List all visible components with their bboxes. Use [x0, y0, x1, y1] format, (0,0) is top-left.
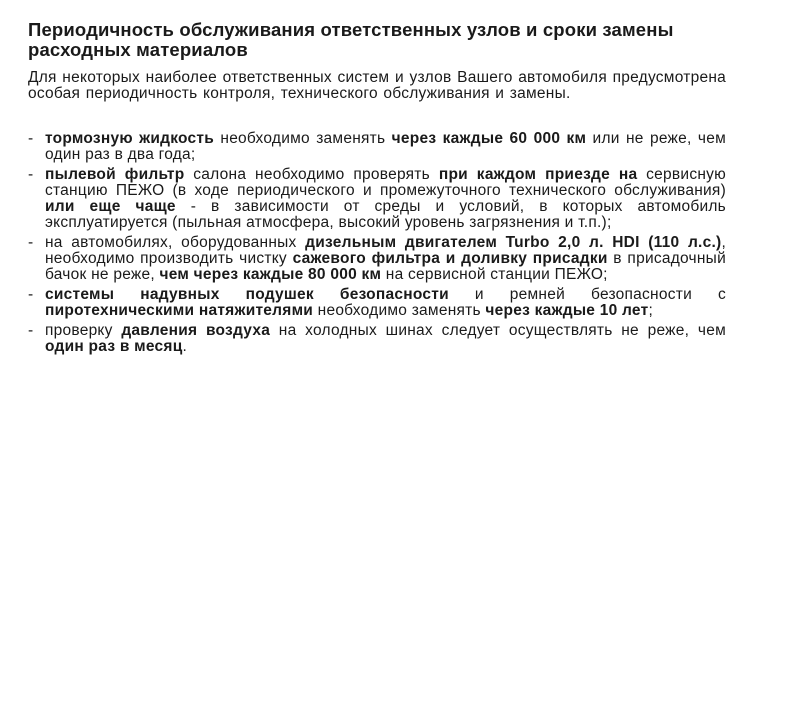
item-text: или не реже, чем один раз в два года;	[45, 130, 727, 163]
document-page	[28, 20, 726, 359]
item-text: необходимо заменять	[214, 130, 392, 147]
bullet-dash: -	[28, 234, 34, 251]
list-item	[28, 131, 726, 163]
bullet-dash: -	[28, 130, 34, 147]
list-item	[28, 235, 726, 283]
intro-paragraph: Для некоторых наиболее ответственных систем и узлов Вашего автомобиля предусмотрена особая периодичность контроля, технического обслуживания и замены.	[28, 69, 726, 102]
item-text: , необходимо производить чистку	[45, 234, 727, 267]
emphasized-text: сажевого фильтра и доливку присадки	[292, 250, 608, 267]
item-text: проверку	[45, 322, 122, 339]
item-text: на холодных шинах следует осуществлять не реже, чем	[270, 322, 726, 339]
page-title: Периодичность обслуживания ответственных узлов и сроки замены расходных материалов	[28, 19, 674, 60]
item-text: - в зависимости от среды и условий, в которых автомобиль эксплуатируется (пыльная атмосфера, высокий уровень загрязнения и т.п.);	[45, 198, 727, 231]
item-text: и ремней безопасности с	[448, 286, 726, 303]
item-text: салона необходимо проверять	[184, 166, 439, 183]
emphasized-text: один раз в месяц	[45, 338, 183, 355]
bullet-dash: -	[28, 166, 34, 183]
list-item	[28, 167, 726, 231]
emphasized-text: через каждые 10 лет	[485, 302, 649, 319]
item-text: сервисную станцию ПЕЖО (в ходе периодического и промежуточного технического обслуживания)	[45, 166, 726, 199]
emphasized-text: пиротехническими натяжителями	[45, 302, 314, 319]
list-item	[28, 323, 726, 355]
bullet-dash: -	[28, 322, 34, 339]
emphasized-text: системы надувных подушек безопасности	[45, 286, 449, 303]
item-text: .	[182, 338, 188, 355]
emphasized-text: дизельным двигателем Turbo 2,0 л. HDI (110 л.с.)	[305, 234, 722, 251]
emphasized-text: или еще чаще	[45, 198, 176, 215]
bullet-dash: -	[28, 286, 34, 303]
item-text: на автомобилях, оборудованных	[45, 234, 306, 251]
emphasized-text: давления воздуха	[121, 322, 271, 339]
item-text: ;	[648, 302, 653, 319]
emphasized-text: пылевой фильтр	[45, 166, 185, 183]
maintenance-list	[28, 131, 726, 355]
item-text: на сервисной станции ПЕЖО;	[381, 266, 608, 283]
emphasized-text: тормозную жидкость	[45, 130, 215, 147]
emphasized-text: через каждые 60 000 км	[391, 130, 587, 147]
list-item	[28, 287, 726, 319]
item-text: необходимо заменять	[313, 302, 486, 319]
item-text: в присадочный бачок не реже,	[45, 250, 726, 283]
emphasized-text: при каждом приезде на	[438, 166, 638, 183]
emphasized-text: чем через каждые 80 000 км	[159, 266, 382, 283]
